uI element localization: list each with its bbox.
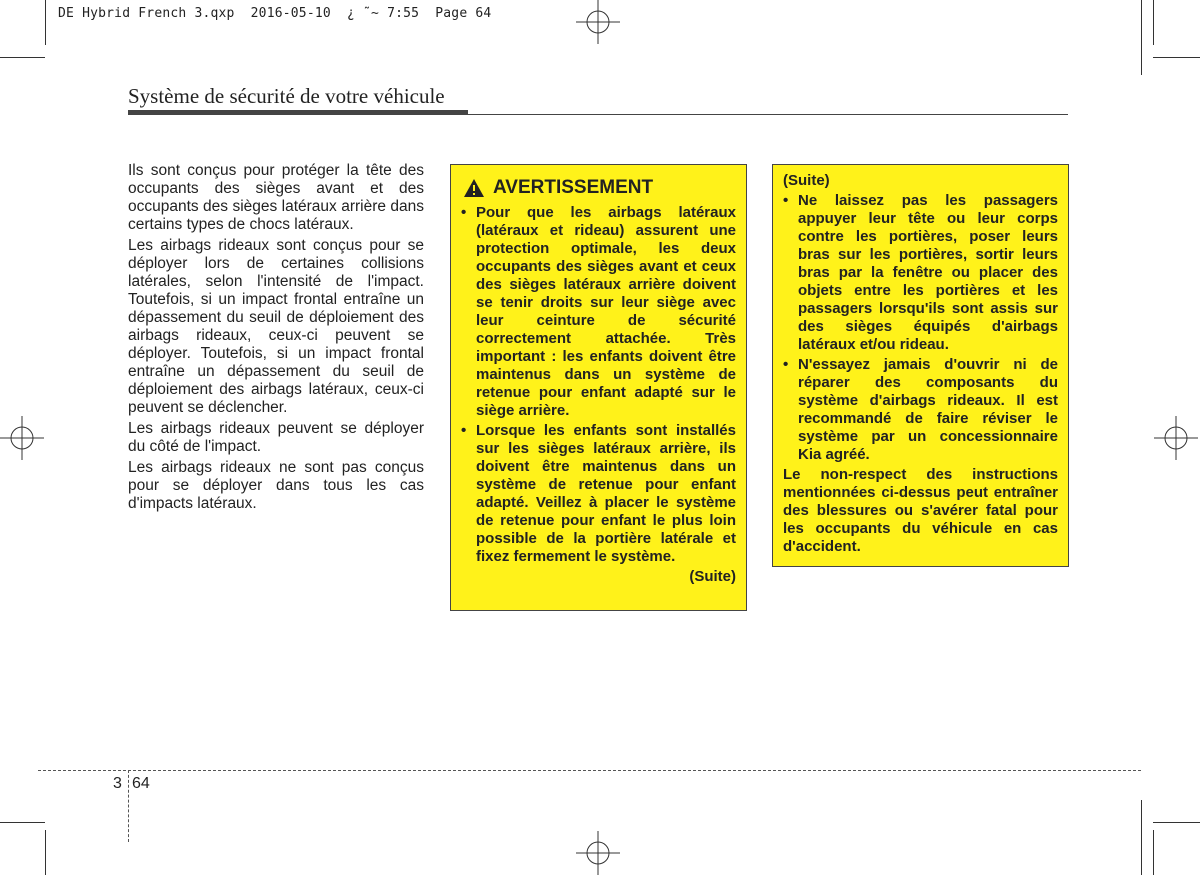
list-item-text: Lorsque les enfants sont installés sur les sièges latéraux arrière, ils doivent être maintenus dans un système de retenue pour enfant adapté. Veillez à placer le système de retenue pour enfant le plus loin possible de la portière latérale et fixez fermement le système. <box>476 422 736 565</box>
body-paragraph: Ils sont conçus pour protéger la tête des occupants des sièges avant et des occupants des sièges latéraux arrière dans certains types de chocs latéraux. <box>128 162 424 233</box>
list-item-text: N'essayez jamais d'ouvrir ni de réparer des composants du système d'airbags rideaux. Il est recommandé de faire réviser le système par un concessionnaire Kia agréé. <box>798 356 1058 463</box>
crop-mark <box>1153 830 1154 875</box>
crop-mark <box>45 830 46 875</box>
warning-box-continued <box>772 164 1069 567</box>
header-rule <box>128 110 468 115</box>
body-paragraph: Les airbags rideaux peuvent se déployer du côté de l'impact. <box>128 420 424 455</box>
list-item: • N'essayez jamais d'ouvrir ni de réparer des composants du système d'airbags rideaux. Il est recommandé de faire réviser le système par un concessionnaire Kia agréé. <box>783 356 1058 463</box>
warning-triangle-icon <box>463 178 485 198</box>
section-title: Système de sécurité de votre véhicule <box>128 84 445 108</box>
registration-target-icon <box>0 416 44 460</box>
footer-rule-vertical <box>128 770 129 842</box>
crop-mark <box>1153 822 1200 823</box>
warning-heading <box>463 177 736 199</box>
list-item: • Lorsque les enfants sont installés sur les sièges latéraux arrière, ils doivent être maintenus dans un système de retenue pour enfant adapté. Veillez à placer le système de retenue pour enfant le plus loin possible de la portière latérale et fixez fermement le système. <box>461 422 736 565</box>
warning-list <box>461 204 736 566</box>
registration-target-icon <box>1154 416 1198 460</box>
warning-list <box>783 192 1058 464</box>
body-paragraph: Les airbags rideaux ne sont pas conçus pour se déployer dans tous les cas d'impacts latéraux. <box>128 459 424 512</box>
footer-rule <box>38 770 1141 771</box>
crop-mark <box>1141 0 1142 75</box>
warning-box <box>450 164 747 611</box>
crop-mark <box>1141 800 1142 875</box>
crop-mark <box>1153 0 1154 45</box>
list-item-text: Ne laissez pas les passagers appuyer leur tête ou leur corps contre les portières, poser leurs bras sur les portières, sortir leurs bras par la fenêtre ou placer des objets entre les portières et les passagers lorsqu'ils sont assis sur des sièges équipés d'airbags latéraux et/ou rideau. <box>798 192 1058 353</box>
print-slug: DE Hybrid French 3.qxp 2016-05-10 ¿ ˜~ 7:55 Page 64 <box>58 6 492 21</box>
registration-target-icon <box>576 831 620 875</box>
crop-mark <box>1153 57 1200 58</box>
crop-mark <box>0 822 45 823</box>
header-rule <box>468 114 1068 115</box>
crop-mark <box>0 57 45 58</box>
continued-label: (Suite) <box>689 568 736 585</box>
crop-mark <box>45 0 46 45</box>
body-paragraph: Les airbags rideaux sont conçus pour se déployer lors de certaines collisions latérales, selon l'intensité de l'impact. Toutefois, si un impact frontal entraîne un dépassement du seuil de déploiement des airbags rideaux, ceux-ci peuvent se déployer. Toutefois, si un impact frontal entraîne un dépassement du seuil de déploiement des airbags latéraux, ceux-ci peuvent se déclencher. <box>128 237 424 416</box>
registration-target-icon <box>576 0 620 44</box>
list-item: • Pour que les airbags latéraux (latéraux et rideau) assurent une protection optimale, les deux occupants des sièges avant et ceux des sièges latéraux arrière doivent se tenir droits sur leur siège avec leur ceinture de sécurité correctement attachée. Très important : les enfants doivent être maintenus dans un système de retenue pour enfant adapté sur le siège arrière. <box>461 204 736 419</box>
list-item-text: Pour que les airbags latéraux (latéraux et rideau) assurent une protection optimale, les deux occupants des sièges avant et ceux des sièges latéraux arrière doivent se tenir droits sur leur siège avec leur ceinture de sécurité correctement attachée. Très important : les enfants doivent être maintenus dans un système de retenue pour enfant adapté sur le siège arrière. <box>476 204 736 419</box>
chapter-number: 3 <box>113 775 122 792</box>
continued-label: (Suite) <box>783 172 830 189</box>
warning-heading-text: AVERTISSEMENT <box>493 177 654 198</box>
page-number: 64 <box>132 775 150 792</box>
warning-closing-text: Le non-respect des instructions mentionnées ci-dessus peut entraîner des blessures ou s'avérer fatal pour les occupants du véhicule en cas d'accident. <box>783 466 1058 555</box>
body-text-column <box>128 162 424 516</box>
list-item: • Ne laissez pas les passagers appuyer leur tête ou leur corps contre les portières, poser leurs bras sur les portières, sortir leurs bras par la fenêtre ou placer des objets entre les portières et les passagers lorsqu'ils sont assis sur des sièges équipés d'airbags latéraux et/ou rideau. <box>783 192 1058 353</box>
